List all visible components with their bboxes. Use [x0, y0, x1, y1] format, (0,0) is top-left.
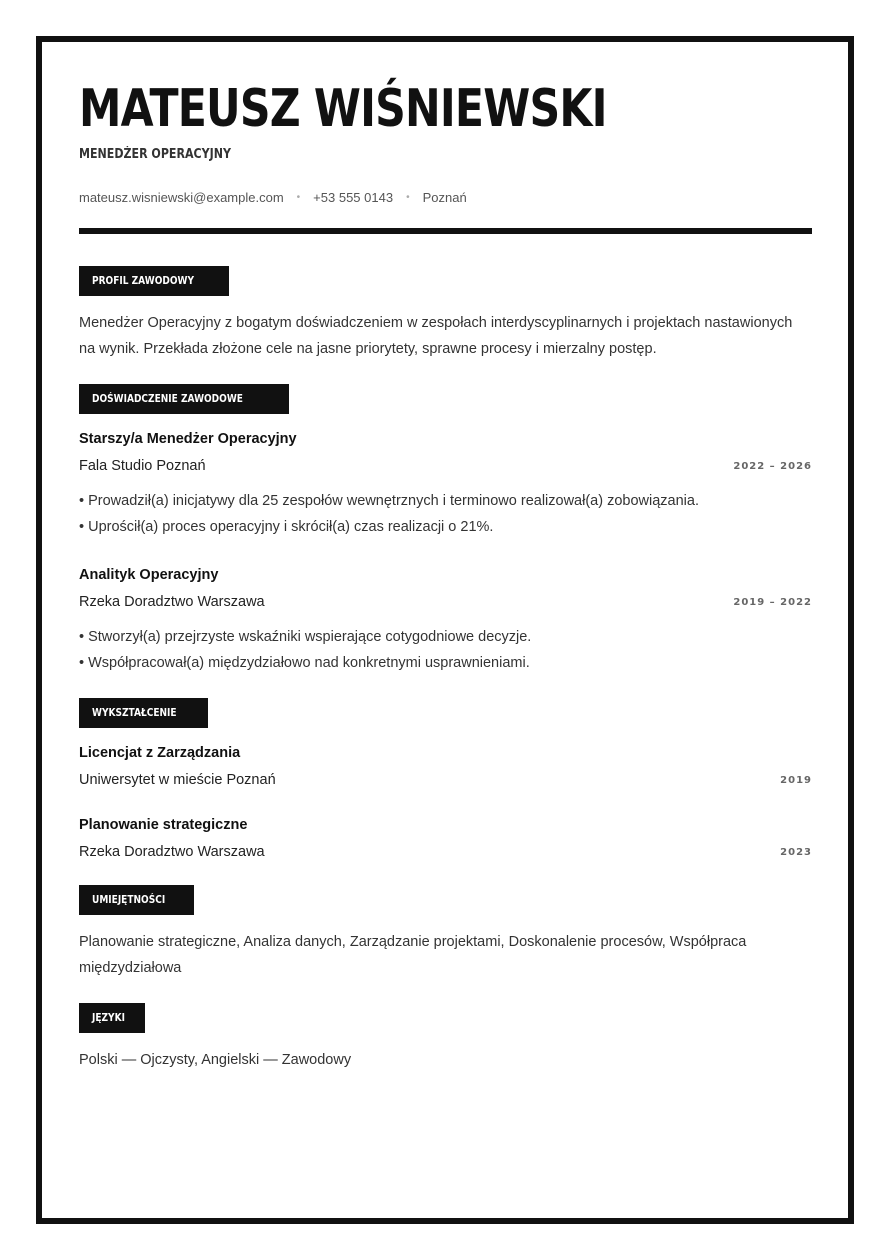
contact-line: [79, 189, 467, 207]
education-institution: Uniwersytet w mieście Poznań: [79, 772, 276, 788]
section-heading-experience: [79, 384, 289, 414]
section-heading-label: DOŚWIADCZENIE ZAWODOWE: [92, 392, 243, 405]
contact-separator: •: [296, 192, 301, 203]
section-heading-languages: [79, 1003, 145, 1033]
job-bullet: • Współpracował(a) międzydziałowo nad konkretnymi usprawnieniami.: [79, 655, 530, 671]
profile-summary: Menedżer Operacyjny z bogatym doświadczeniem w zespołach interdyscyplinarnych i projektach nastawionych na wynik. Przekłada złożone cele na jasne priorytety, sprawne procesy i mierzalny postęp.: [79, 315, 793, 357]
job-bullet: • Uprościł(a) proces operacyjny i skrócił(a) czas realizacji o 21%.: [79, 519, 494, 535]
contact-separator: •: [406, 192, 410, 203]
header-divider: [79, 228, 812, 234]
section-heading-label: UMIEJĘTNOŚCI: [92, 893, 166, 906]
candidate-role: MENEDŻER OPERACYJNY: [79, 147, 232, 162]
job-title: Starszy/a Menedżer Operacyjny: [79, 431, 297, 447]
job-bullet: • Prowadził(a) inicjatywy dla 25 zespołów wewnętrznych i terminowo realizował(a) zobowiązania.: [79, 493, 699, 509]
education-title: Licencjat z Zarządzania: [79, 745, 241, 761]
education-institution: Rzeka Doradztwo Warszawa: [79, 844, 265, 860]
job-company: Rzeka Doradztwo Warszawa: [79, 594, 265, 610]
contact-email[interactable]: mateusz.wisniewski@example.com: [79, 190, 284, 205]
languages-list: Polski — Ojczysty, Angielski — Zawodowy: [79, 1052, 352, 1068]
section-heading-label: PROFIL ZAWODOWY: [92, 274, 195, 287]
job-dates: 2019 – 2022: [733, 597, 812, 608]
education-year: 2019: [780, 775, 812, 786]
job-bullet: • Stworzył(a) przejrzyste wskaźniki wspierające cotygodniowe decyzje.: [79, 629, 532, 645]
section-heading-label: JĘZYKI: [92, 1011, 125, 1024]
section-heading-education: [79, 698, 208, 728]
education-title: Planowanie strategiczne: [79, 817, 248, 833]
resume-page: [36, 36, 854, 1224]
job-dates: 2022 – 2026: [733, 461, 812, 472]
job-company: Fala Studio Poznań: [79, 458, 206, 474]
section-heading-skills: [79, 885, 194, 915]
candidate-name: MATEUSZ WIŚNIEWSKI: [79, 79, 607, 139]
contact-phone[interactable]: +53 555 0143: [313, 190, 394, 205]
section-heading-label: WYKSZTAŁCENIE: [92, 706, 177, 719]
job-title: Analityk Operacyjny: [79, 567, 219, 583]
education-year: 2023: [780, 847, 812, 858]
contact-city: Poznań: [422, 190, 467, 205]
section-heading-profile: [79, 266, 229, 296]
skills-list: Planowanie strategiczne, Analiza danych, Zarządzanie projektami, Doskonalenie procesów, Współpraca międzydziałowa: [79, 934, 747, 976]
